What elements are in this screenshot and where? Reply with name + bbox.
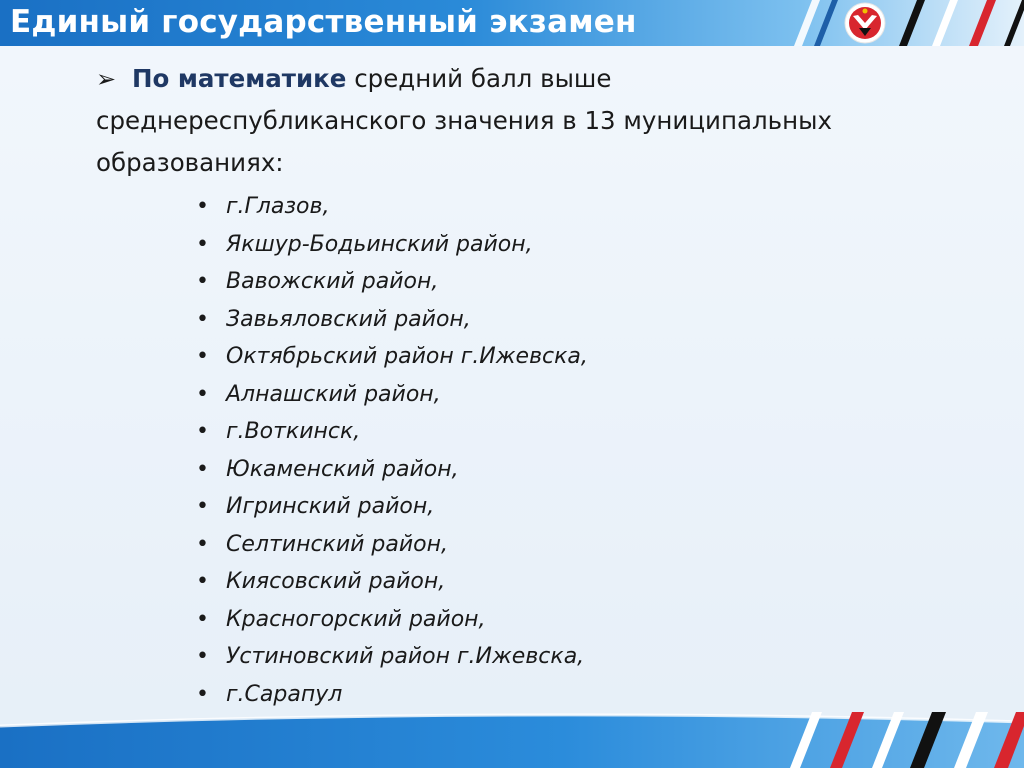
list-item-label: Красногорский район, xyxy=(226,606,486,632)
bullet-icon: • xyxy=(196,569,209,594)
list-item xyxy=(196,413,996,451)
list-item-label: Юкаменский район, xyxy=(226,456,459,482)
lead-text-3: образованиях: xyxy=(96,148,284,177)
bullet-icon: • xyxy=(196,681,209,707)
municipality-list xyxy=(96,188,996,713)
lead-paragraph xyxy=(96,58,996,184)
list-item xyxy=(196,226,996,264)
list-item xyxy=(196,451,996,489)
bullet-icon: • xyxy=(196,344,209,369)
list-item-label: г.Воткинск, xyxy=(226,419,361,444)
list-item xyxy=(196,338,996,376)
lead-text-2: среднереспубликанского значения в 13 муниципальных xyxy=(96,106,832,135)
header-decoration xyxy=(764,0,1024,46)
list-item-label: Киясовский район, xyxy=(226,569,446,594)
bullet-icon: • xyxy=(196,306,209,332)
list-item-label: Якшур-Бодьинский район, xyxy=(226,231,533,257)
list-item-label: Алнашский район, xyxy=(226,381,441,407)
list-item xyxy=(196,488,996,526)
list-item-label: г.Сарапул xyxy=(226,681,343,707)
bullet-icon: • xyxy=(196,194,209,219)
list-item xyxy=(196,638,996,676)
bullet-icon: • xyxy=(196,531,209,557)
list-item-label: г.Глазов, xyxy=(226,194,330,219)
main-content xyxy=(96,58,996,713)
lead-text-1: средний балл выше xyxy=(346,64,612,93)
list-item xyxy=(196,601,996,639)
bullet-icon: • xyxy=(196,456,209,482)
bullet-icon: • xyxy=(196,419,209,444)
footer-band xyxy=(0,712,1024,768)
list-item-label: Вавожский район, xyxy=(226,269,439,294)
bullet-icon: • xyxy=(196,644,209,669)
list-item xyxy=(196,676,996,714)
bullet-icon: • xyxy=(196,269,209,294)
bullet-icon: • xyxy=(196,231,209,257)
list-item-label: Игринский район, xyxy=(226,494,435,519)
list-item xyxy=(196,188,996,226)
lead-subject: По математике xyxy=(132,64,347,93)
list-item-label: Завьяловский район, xyxy=(226,306,471,332)
header-bar xyxy=(0,0,1024,46)
list-item xyxy=(196,563,996,601)
list-item xyxy=(196,526,996,564)
list-item xyxy=(196,301,996,339)
udmurtia-emblem-icon xyxy=(845,3,885,43)
bullet-icon: • xyxy=(196,381,209,407)
list-item xyxy=(196,376,996,414)
arrow-bullet-icon: ➢ xyxy=(96,65,117,93)
list-item-label: Октябрьский район г.Ижевска, xyxy=(226,344,588,369)
list-item-label: Устиновский район г.Ижевска, xyxy=(226,644,585,669)
list-item xyxy=(196,263,996,301)
bullet-icon: • xyxy=(196,494,209,519)
list-item-label: Селтинский район, xyxy=(226,531,449,557)
page-title: Единый государственный экзамен xyxy=(10,4,637,40)
bullet-icon: • xyxy=(196,606,209,632)
